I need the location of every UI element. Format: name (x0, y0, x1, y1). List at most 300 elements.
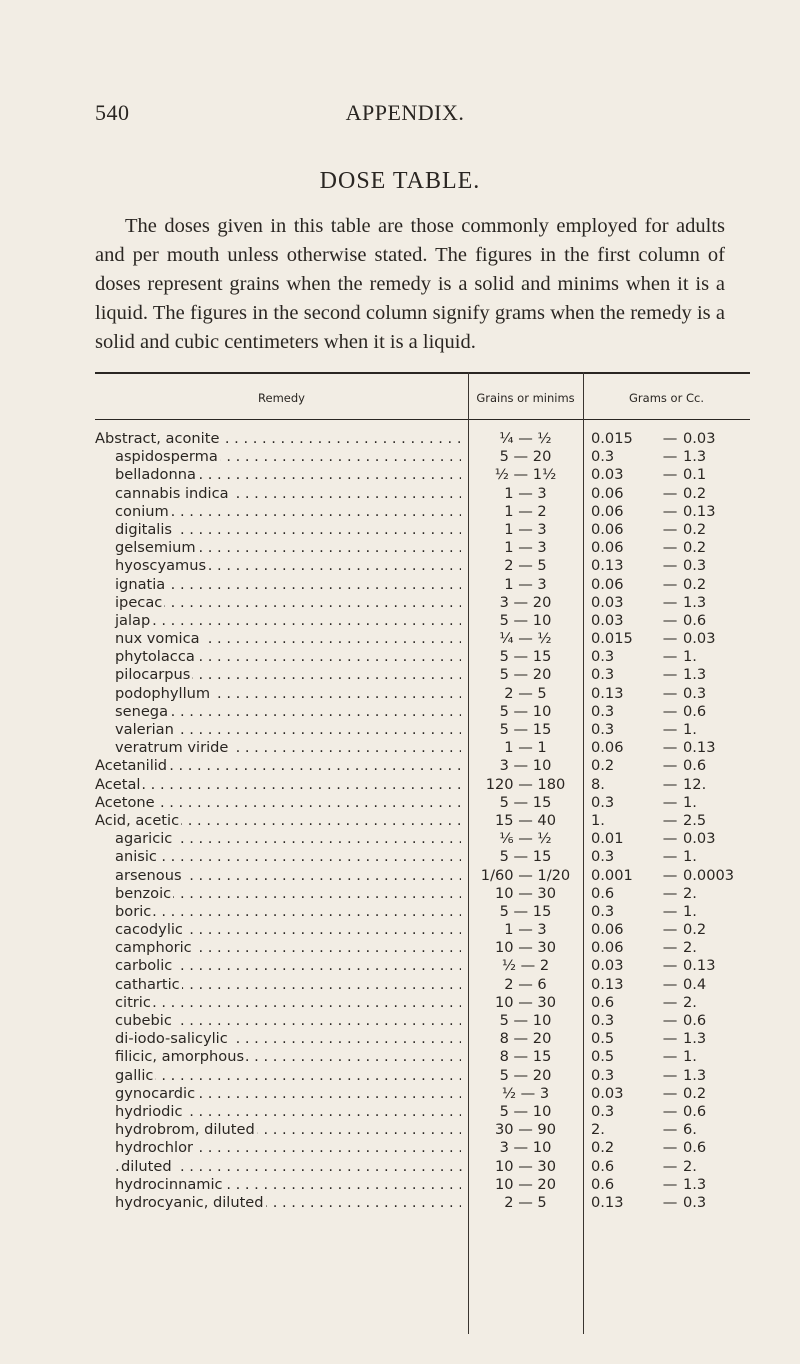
grams-high-cell: 2. (683, 884, 697, 902)
grams-low-cell: 0.06 (591, 939, 624, 957)
remedy-cell (95, 830, 461, 848)
grams-high-cell: 0.6 (683, 1102, 707, 1120)
grains-cell: 5 — 20 (499, 1066, 552, 1084)
grains-cell: 10 — 20 (494, 1175, 556, 1193)
grams-low-cell: 0.13 (591, 557, 624, 575)
page-number: 540 (95, 100, 130, 125)
table-row (95, 485, 750, 503)
remedy-name: benzoic (115, 884, 172, 902)
grams-low-cell: 0.06 (591, 539, 624, 557)
table-row (95, 1012, 750, 1030)
table-row (95, 885, 750, 903)
table-row (95, 576, 750, 594)
grams-low-cell: 0.6 (591, 993, 615, 1011)
remedy-name: cannabis indica (115, 484, 229, 502)
grams-high-cell: 2. (683, 939, 697, 957)
table-top-rule (95, 372, 750, 374)
range-separator: — (662, 520, 678, 538)
range-separator: — (662, 648, 678, 666)
table-row (95, 848, 750, 866)
grains-cell: 1 — 3 (504, 484, 547, 502)
remedy-cell (95, 685, 461, 703)
remedy-cell (95, 1067, 461, 1085)
remedy-name: di-iodo-salicylic (115, 1030, 228, 1048)
remedy-cell (95, 1158, 467, 1176)
remedy-cell (95, 539, 461, 557)
range-separator: — (662, 793, 678, 811)
grams-low-cell: 0.3 (591, 721, 615, 738)
grains-cell: 2 — 5 (504, 557, 547, 575)
range-separator: — (662, 1193, 678, 1211)
grams-high-cell: 0.13 (683, 957, 716, 975)
range-separator: — (662, 866, 678, 884)
range-separator: — (662, 830, 678, 848)
remedy-name: camphoric (115, 939, 192, 957)
remedy-name: hydrocyanic, diluted (115, 1193, 264, 1211)
header-grains: Grains or minims (476, 391, 575, 405)
grains-cell: ½ — 1½ (494, 466, 557, 484)
table-row (95, 994, 750, 1012)
grams-low-cell: 0.5 (591, 1048, 615, 1066)
grams-low-cell: 0.03 (591, 957, 624, 975)
grains-cell: 5 — 20 (499, 666, 552, 684)
intro-paragraph: The doses given in this table are those commonly employed for adults and per mouth unless otherwise stated. The figures in the first column of doses represent grains when the remedy is a solid and minims when it is a liquid. The figures in the second column signify grams when the remedy is a solid and cubic centimeters when it is a liquid. (95, 215, 725, 353)
remedy-cell (95, 739, 461, 757)
range-separator: — (662, 557, 678, 575)
grams-high-cell: 0.13 (683, 739, 716, 757)
remedy-cell (95, 867, 461, 885)
grams-low-cell: 0.3 (591, 1066, 615, 1084)
remedy-name: hydrocinnamic (115, 1175, 223, 1193)
grains-cell: 10 — 30 (494, 993, 556, 1011)
table-row (95, 594, 750, 612)
remedy-name: anisic (115, 848, 157, 866)
remedy-cell (95, 794, 461, 812)
range-separator: — (662, 666, 678, 684)
grains-cell: 5 — 10 (499, 702, 552, 720)
table-row (95, 1048, 750, 1066)
grams-high-cell: 0.4 (683, 975, 707, 993)
range-separator: — (662, 448, 678, 466)
range-separator: — (662, 1048, 678, 1066)
remedy-cell (95, 630, 461, 648)
range-separator: — (662, 1030, 678, 1048)
remedy-cell (95, 939, 461, 957)
range-separator: — (662, 921, 678, 939)
remedy-name: senega (115, 702, 169, 720)
table-row (95, 1067, 750, 1085)
grains-cell: ¼ — ½ (499, 630, 552, 648)
remedy-name: Acetone (95, 793, 155, 811)
grams-low-cell: 0.001 (591, 866, 633, 884)
grams-high-cell: 1. (683, 793, 697, 811)
remedy-name: Abstract, aconite (95, 430, 220, 447)
remedy-name: hydriodic (115, 1102, 183, 1120)
grains-cell: 10 — 30 (494, 884, 556, 902)
grams-high-cell: 0.2 (683, 520, 707, 538)
remedy-cell (95, 648, 461, 666)
range-separator: — (662, 884, 678, 902)
grains-cell: ⅙ — ½ (499, 830, 552, 848)
table-row (95, 721, 750, 739)
grams-low-cell: 0.3 (591, 448, 615, 466)
grains-cell: 30 — 90 (494, 1121, 556, 1139)
table-row (95, 503, 750, 521)
range-separator: — (662, 721, 678, 738)
remedy-name: Acetanilid (95, 757, 168, 775)
grains-cell: ½ — 2 (501, 957, 550, 975)
table-row (95, 521, 750, 539)
grains-cell: 10 — 30 (494, 1157, 556, 1175)
grains-cell: 1 — 2 (504, 502, 547, 520)
grams-high-cell: 0.2 (683, 1084, 707, 1102)
grains-cell: 5 — 15 (499, 721, 552, 738)
grams-low-cell: 0.03 (591, 1084, 624, 1102)
grams-high-cell: 0.6 (683, 611, 707, 629)
grams-high-cell: 0.3 (683, 557, 707, 575)
range-separator: — (662, 1175, 678, 1193)
table-row (95, 757, 750, 775)
grains-cell: 1 — 1 (504, 739, 547, 757)
table-row (95, 539, 750, 557)
remedy-cell (95, 976, 461, 994)
range-separator: — (662, 957, 678, 975)
header-remedy: Remedy (258, 391, 305, 405)
range-separator: — (662, 630, 678, 648)
range-separator: — (662, 466, 678, 484)
remedy-name: valerian (115, 721, 174, 738)
remedy-cell (95, 503, 461, 521)
grams-low-cell: 0.06 (591, 575, 624, 593)
remedy-cell (95, 666, 461, 684)
grains-cell: 15 — 40 (494, 811, 556, 829)
table-row (95, 1194, 750, 1212)
table-row (95, 939, 750, 957)
grains-cell: ½ — 3 (501, 1084, 550, 1102)
remedy-name: conium (115, 502, 169, 520)
grams-high-cell: 0.6 (683, 757, 707, 775)
remedy-cell (95, 1121, 461, 1139)
range-separator: — (662, 502, 678, 520)
remedy-name: Acid, acetic (95, 811, 180, 829)
remedy-name: filicic, amorphous (115, 1048, 245, 1066)
grams-high-cell: 0.2 (683, 484, 707, 502)
range-separator: — (662, 975, 678, 993)
remedy-cell (95, 594, 461, 612)
table-row (95, 466, 750, 484)
grains-cell: 8 — 15 (499, 1048, 552, 1066)
grams-high-cell: 0.6 (683, 1012, 707, 1029)
table-row (95, 1030, 750, 1048)
table-row (95, 685, 750, 703)
grams-low-cell: 0.03 (591, 611, 624, 629)
grains-cell: 10 — 30 (494, 939, 556, 957)
remedy-name: carbolic (115, 957, 173, 975)
table-body (95, 430, 750, 1212)
grams-high-cell: 2.5 (683, 811, 707, 829)
remedy-name: nux vomica (115, 630, 200, 648)
range-separator: — (662, 848, 678, 866)
grams-high-cell: 1.3 (683, 593, 707, 611)
range-separator: — (662, 1084, 678, 1102)
grams-low-cell: 0.3 (591, 1102, 615, 1120)
remedy-name: veratrum viride (115, 739, 229, 757)
range-separator: — (662, 611, 678, 629)
table-row (95, 1139, 750, 1157)
grams-high-cell: 0.13 (683, 502, 716, 520)
grams-low-cell: 0.06 (591, 739, 624, 757)
grams-low-cell: 0.3 (591, 1012, 615, 1029)
remedy-name: jalap (115, 611, 151, 629)
grains-cell: 5 — 10 (499, 1102, 552, 1120)
grams-low-cell: 0.06 (591, 502, 624, 520)
remedy-cell (95, 776, 461, 794)
grams-low-cell: 0.015 (591, 630, 633, 648)
range-separator: — (662, 902, 678, 920)
range-separator: — (662, 739, 678, 757)
grams-high-cell: 0.2 (683, 539, 707, 557)
remedy-cell (95, 557, 461, 575)
grams-high-cell: 0.1 (683, 466, 707, 484)
range-separator: — (662, 1121, 678, 1139)
grains-cell: 5 — 15 (499, 848, 552, 866)
remedy-name: aspidosperma (115, 448, 218, 466)
grams-low-cell: 0.3 (591, 793, 615, 811)
remedy-name: phytolacca (115, 648, 195, 666)
grams-high-cell: 1.3 (683, 666, 707, 684)
table-row (95, 1158, 750, 1176)
remedy-cell (95, 994, 461, 1012)
remedy-cell (95, 721, 461, 739)
remedy-cell (95, 848, 461, 866)
table-row (95, 1103, 750, 1121)
range-separator: — (662, 1102, 678, 1120)
remedy-cell (95, 1103, 461, 1121)
grains-cell: 1 — 3 (504, 539, 547, 557)
grams-high-cell: 1. (683, 902, 697, 920)
range-separator: — (662, 539, 678, 557)
grains-cell: 3 — 20 (499, 593, 552, 611)
grams-high-cell: 0.3 (683, 1193, 707, 1211)
grams-low-cell: 8. (591, 775, 605, 793)
range-separator: — (662, 575, 678, 593)
remedy-name: gallic (115, 1066, 154, 1084)
range-separator: — (662, 1012, 678, 1029)
table-row (95, 739, 750, 757)
table-header-rule (95, 419, 750, 420)
grains-cell: 2 — 6 (504, 975, 547, 993)
remedy-name: belladonna (115, 466, 196, 484)
table-row (95, 867, 750, 885)
grams-high-cell: 1. (683, 848, 697, 866)
grams-low-cell: 1. (591, 811, 605, 829)
grams-low-cell: 2. (591, 1121, 605, 1139)
table-row (95, 812, 750, 830)
table-row (95, 776, 750, 794)
grains-cell: 5 — 15 (499, 648, 552, 666)
range-separator: — (662, 775, 678, 793)
grams-high-cell: 0.6 (683, 1139, 707, 1157)
grains-cell: 5 — 20 (499, 448, 552, 466)
grams-high-cell: 1.3 (683, 448, 707, 466)
remedy-name: agaricic (115, 830, 173, 848)
remedy-name: hyoscyamus (115, 557, 207, 575)
remedy-cell (95, 1139, 461, 1157)
grams-low-cell: 0.3 (591, 902, 615, 920)
remedy-cell (95, 612, 461, 630)
remedy-cell (95, 903, 461, 921)
grams-high-cell: 0.03 (683, 630, 716, 648)
grams-high-cell: 1.3 (683, 1066, 707, 1084)
table-row (95, 1176, 750, 1194)
range-separator: — (662, 811, 678, 829)
grams-low-cell: 0.015 (591, 430, 633, 447)
grains-cell: 1 — 3 (504, 921, 547, 939)
table-row (95, 648, 750, 666)
remedy-name: cubebic (115, 1012, 172, 1029)
range-separator: — (662, 939, 678, 957)
grains-cell: ¼ — ½ (499, 430, 552, 447)
grams-low-cell: 0.03 (591, 466, 624, 484)
remedy-cell (95, 448, 461, 466)
range-separator: — (662, 484, 678, 502)
running-head: APPENDIX. (345, 100, 465, 125)
grams-low-cell: 0.5 (591, 1030, 615, 1048)
remedy-cell (95, 1030, 461, 1048)
table-row (95, 703, 750, 721)
grams-high-cell: 1. (683, 1048, 697, 1066)
range-separator: — (662, 684, 678, 702)
remedy-cell (95, 885, 461, 903)
grams-low-cell: 0.6 (591, 1175, 615, 1193)
grams-high-cell: 0.03 (683, 830, 716, 848)
grams-high-cell: 0.3 (683, 684, 707, 702)
grams-high-cell: 2. (683, 1157, 697, 1175)
grains-cell: 1/60 — 1/20 (480, 866, 571, 884)
grains-cell: 3 — 10 (499, 757, 552, 775)
range-separator: — (662, 702, 678, 720)
table-row (95, 630, 750, 648)
grams-low-cell: 0.6 (591, 1157, 615, 1175)
grains-cell: 120 — 180 (485, 775, 566, 793)
remedy-name: citric (115, 993, 151, 1011)
grams-low-cell: 0.3 (591, 848, 615, 866)
remedy-name: Acetal (95, 775, 141, 793)
table-row (95, 612, 750, 630)
grains-cell: 5 — 15 (499, 793, 552, 811)
remedy-cell (95, 1085, 461, 1103)
range-separator: — (662, 593, 678, 611)
table-row (95, 903, 750, 921)
grams-low-cell: 0.3 (591, 702, 615, 720)
remedy-cell (95, 957, 461, 975)
grains-cell: 1 — 3 (504, 520, 547, 538)
grains-cell: 5 — 15 (499, 902, 552, 920)
grains-cell: 5 — 10 (499, 1012, 552, 1029)
grams-low-cell: 0.06 (591, 520, 624, 538)
grams-low-cell: 0.13 (591, 1193, 624, 1211)
table-row (95, 976, 750, 994)
range-separator: — (662, 430, 678, 447)
grams-high-cell: 0.2 (683, 921, 707, 939)
table-row (95, 794, 750, 812)
remedy-name: arsenous (115, 866, 182, 884)
remedy-cell (95, 1194, 461, 1212)
grams-low-cell: 0.03 (591, 593, 624, 611)
grams-high-cell: 0.0003 (683, 866, 735, 884)
remedy-cell (95, 485, 461, 503)
grams-high-cell: 1.3 (683, 1175, 707, 1193)
table-row (95, 448, 750, 466)
table-row (95, 921, 750, 939)
remedy-name: ignatia (115, 575, 166, 593)
remedy-cell (95, 430, 461, 448)
grams-low-cell: 0.06 (591, 921, 624, 939)
grams-low-cell: 0.13 (591, 684, 624, 702)
remedy-cell (95, 921, 461, 939)
remedy-cell (95, 703, 461, 721)
remedy-cell (95, 757, 461, 775)
grams-high-cell: 1. (683, 648, 697, 666)
remedy-name: hydrobrom, diluted (115, 1121, 255, 1139)
remedy-name: podophyllum (115, 684, 211, 702)
range-separator: — (662, 1066, 678, 1084)
grams-low-cell: 0.6 (591, 884, 615, 902)
grains-cell: 8 — 20 (499, 1030, 552, 1048)
range-separator: — (662, 757, 678, 775)
remedy-name: gelsemium (115, 539, 196, 557)
remedy-name: hydrochlor (115, 1139, 194, 1157)
table-row (95, 557, 750, 575)
remedy-name: diluted (121, 1157, 172, 1175)
grams-high-cell: 6. (683, 1121, 697, 1139)
grains-cell: 2 — 5 (504, 684, 547, 702)
grams-high-cell: 1.3 (683, 1030, 707, 1048)
remedy-cell (95, 812, 461, 830)
grains-cell: 1 — 3 (504, 575, 547, 593)
remedy-name: cacodylic (115, 921, 183, 939)
grams-low-cell: 0.13 (591, 975, 624, 993)
grams-high-cell: 0.2 (683, 575, 707, 593)
remedy-name: boric (115, 902, 152, 920)
remedy-cell (95, 576, 461, 594)
grams-high-cell: 0.03 (683, 430, 716, 447)
grams-low-cell: 0.3 (591, 666, 615, 684)
table-row (95, 830, 750, 848)
remedy-cell (95, 466, 461, 484)
remedy-cell (95, 1048, 461, 1066)
grams-low-cell: 0.2 (591, 757, 615, 775)
grams-low-cell: 0.3 (591, 648, 615, 666)
grains-cell: 3 — 10 (499, 1139, 552, 1157)
grams-high-cell: 1. (683, 721, 697, 738)
remedy-name: digitalis (115, 520, 173, 538)
range-separator: — (662, 1139, 678, 1157)
grams-high-cell: 0.6 (683, 702, 707, 720)
table-row (95, 957, 750, 975)
remedy-name: gynocardic (115, 1084, 196, 1102)
header-grams: Grams or Cc. (629, 391, 704, 405)
range-separator: — (662, 1157, 678, 1175)
grams-high-cell: 12. (683, 775, 707, 793)
grams-high-cell: 2. (683, 993, 697, 1011)
grams-low-cell: 0.06 (591, 484, 624, 502)
table-row (95, 430, 750, 448)
table-row (95, 666, 750, 684)
page-title: DOSE TABLE. (319, 168, 481, 194)
range-separator: — (662, 993, 678, 1011)
grains-cell: 5 — 10 (499, 611, 552, 629)
